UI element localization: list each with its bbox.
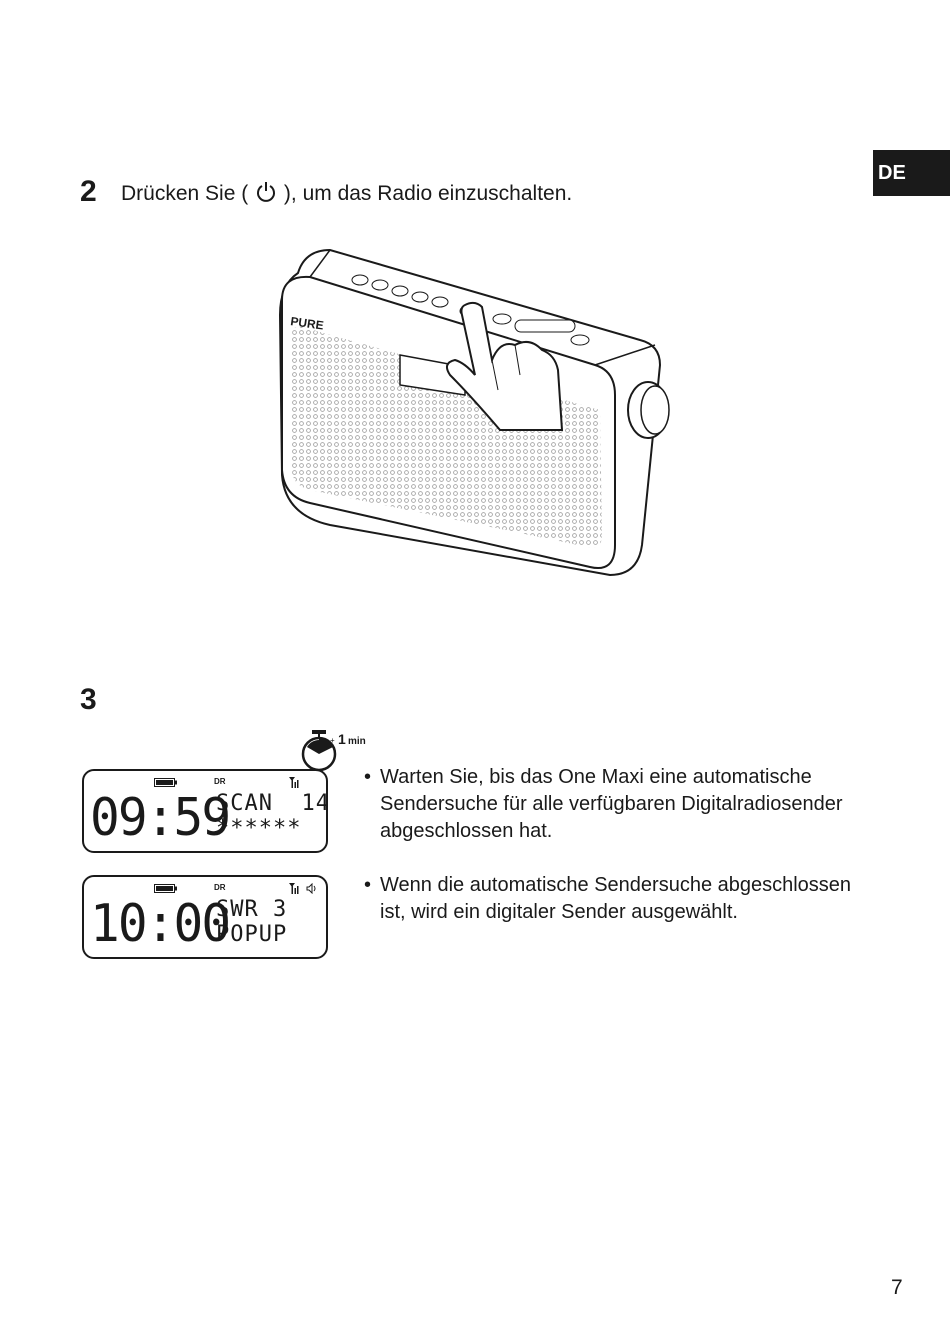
lcd-line-1: SCAN 14 [216, 791, 330, 816]
step-2-text-after: ), um das Radio einzuschalten. [283, 182, 573, 205]
lcd-line-2: ****** [216, 816, 302, 841]
step-2-instruction [121, 181, 572, 206]
lcd-time: 09:59 [90, 788, 230, 848]
page-number: 7 [891, 1276, 903, 1299]
bullet-item: • Wenn die automatische Sendersuche abgeschlossen ist, wird ein digitaler Sender ausgewählt. [364, 874, 852, 923]
timer-unit: min [348, 736, 366, 747]
speaker-icon [306, 883, 318, 894]
step-2-number: 2 [80, 175, 97, 208]
signal-icon [289, 883, 299, 894]
stopwatch-icon [290, 728, 375, 773]
step-3-number: 3 [80, 683, 97, 716]
signal-icon [289, 777, 299, 788]
radio-illustration [270, 245, 680, 585]
lcd-time: 10:00 [90, 894, 230, 954]
lcd-line-1: SWR 3 [216, 897, 288, 922]
step-2-text-before: Drücken Sie ( [121, 182, 249, 205]
battery-icon [154, 884, 178, 893]
lcd-line-2: POPUP [216, 922, 288, 947]
battery-icon [154, 778, 178, 787]
dr-indicator: DR [214, 883, 226, 892]
power-icon [256, 181, 276, 203]
timer-value: 1 [338, 731, 346, 747]
dr-indicator: DR [214, 777, 226, 786]
lcd-display-station [82, 875, 328, 959]
bullet-item: • Warten Sie, bis das One Maxi eine automatische Sendersuche für alle verfügbaren Digitalradiosender abgeschlossen hat. [364, 766, 843, 842]
lcd-display-scan [82, 769, 328, 853]
timer-prefix: + [330, 736, 335, 745]
bullet-text: Warten Sie, bis das One Maxi eine automatische Sendersuche für alle verfügbaren Digitalradiosender abgeschlossen hat. [380, 766, 843, 842]
brand-logo: PURE [289, 314, 325, 333]
language-tab: DE [873, 150, 950, 196]
bullet-text: Wenn die automatische Sendersuche abgeschlossen ist, wird ein digitaler Sender ausgewählt. [380, 874, 852, 923]
